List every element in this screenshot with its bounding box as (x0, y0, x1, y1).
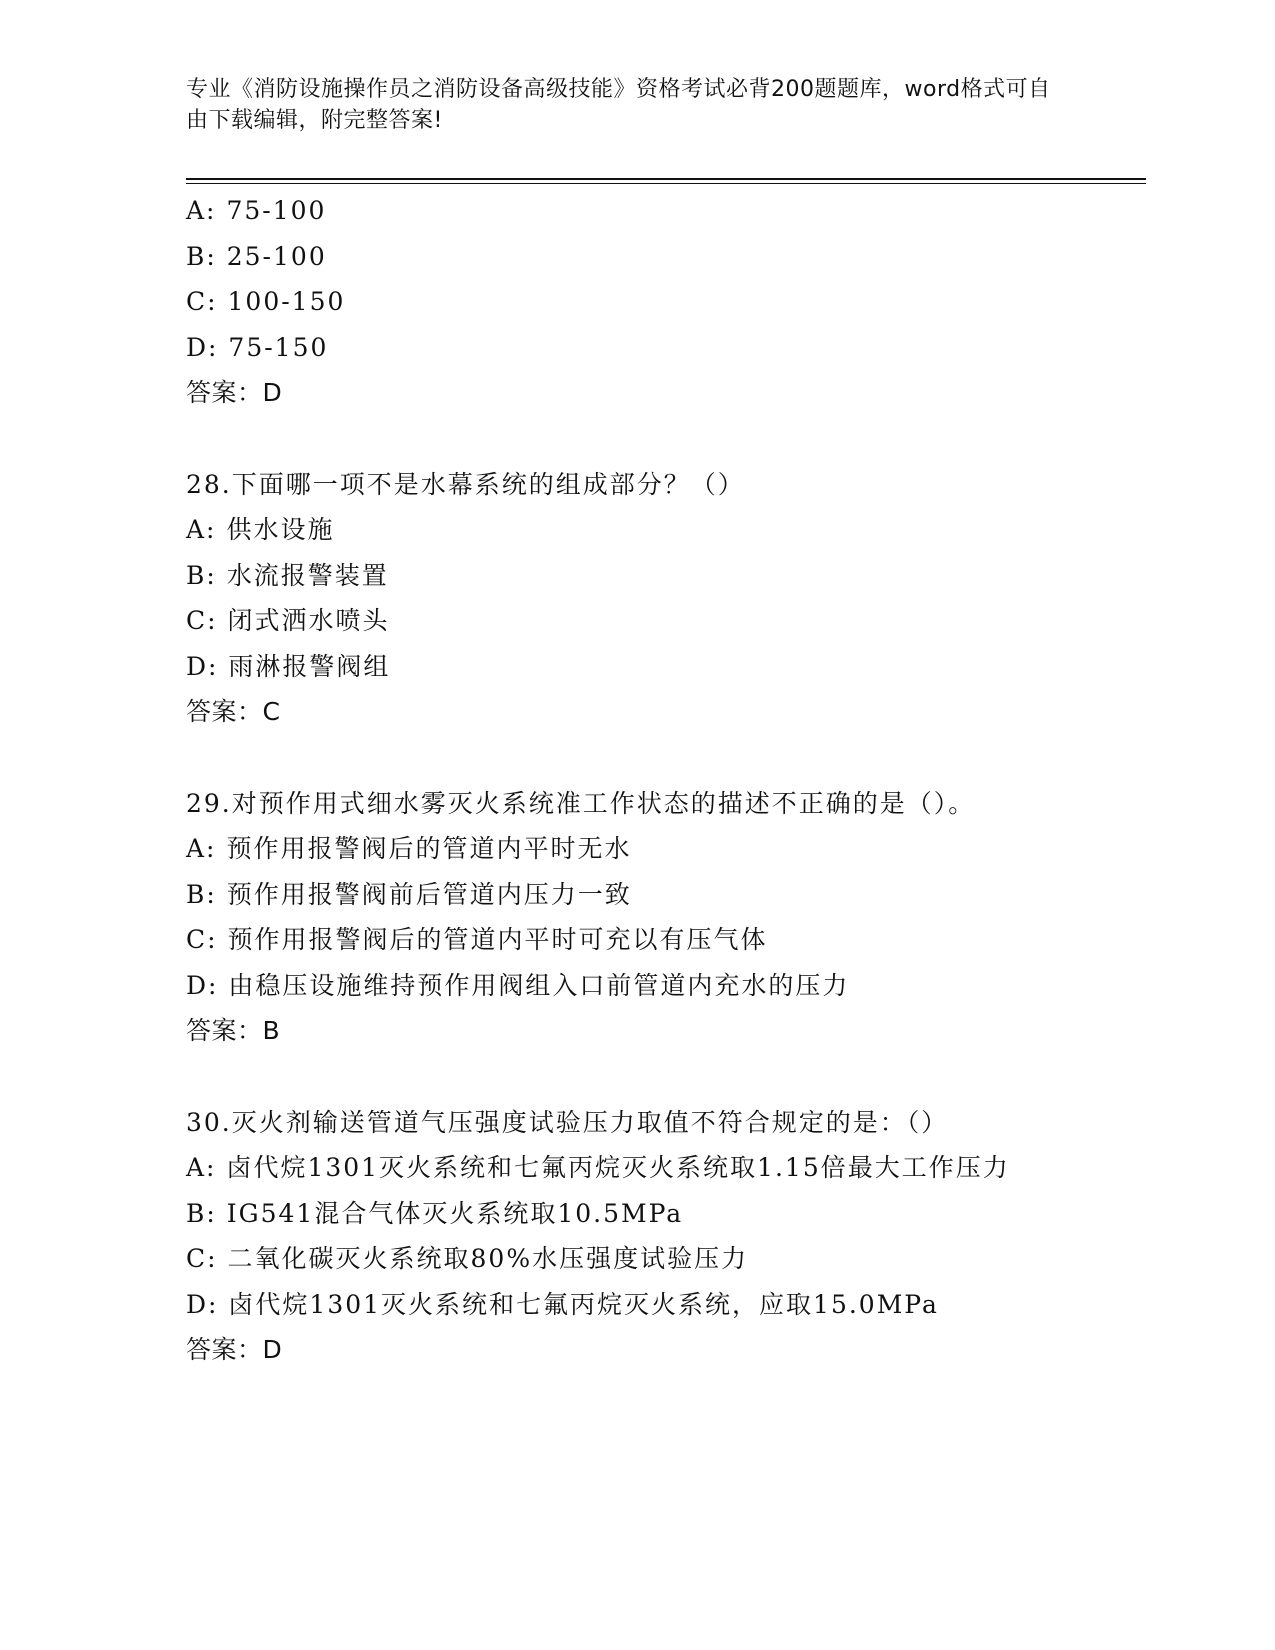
question-30 (186, 1100, 1146, 1373)
answer: 答案：D (186, 378, 283, 407)
option-c: C: 闭式洒水喷头 (186, 606, 390, 635)
header-divider-thin (186, 183, 1146, 184)
option-b: B: 预作用报警阀前后管道内压力一致 (186, 879, 632, 909)
question-stem: 29.对预作用式细水雾灭火系统准工作状态的描述不正确的是（）。 (186, 788, 976, 818)
option-b: B: 25-100 (186, 241, 327, 271)
option-c: C: 预作用报警阀后的管道内平时可充以有压气体 (186, 925, 768, 954)
option-a: A: 预作用报警阀后的管道内平时无水 (186, 834, 632, 863)
header-divider-thick (186, 178, 1146, 180)
answer: 答案：D (186, 1335, 283, 1364)
question-list (186, 188, 1146, 1373)
option-a: A: 75-100 (186, 196, 327, 225)
question-27-continuation (186, 188, 1146, 416)
option-d: D: 雨淋报警阀组 (186, 651, 391, 681)
question-29 (186, 781, 1146, 1054)
option-c: C: 二氧化碳灭火系统取80%水压强度试验压力 (186, 1244, 749, 1273)
option-d: D: 卤代烷1301灭火系统和七氟丙烷灭火系统，应取15.0MPa (186, 1289, 939, 1319)
option-b: B: 水流报警装置 (186, 560, 389, 590)
answer: 答案：B (186, 1016, 281, 1045)
option-c: C: 100-150 (186, 287, 346, 316)
document-header: 专业《消防设施操作员之消防设备高级技能》资格考试必背200题题库，word格式可自由下载编辑，附完整答案! (186, 77, 1051, 133)
option-a: A: 卤代烷1301灭火系统和七氟丙烷灭火系统取1.15倍最大工作压力 (186, 1153, 1010, 1182)
answer: 答案：C (186, 697, 281, 726)
question-stem: 28.下面哪一项不是水幕系统的组成部分？（） (186, 469, 745, 499)
option-a: A: 供水设施 (186, 515, 335, 544)
question-28 (186, 462, 1146, 735)
option-d: D: 75-150 (186, 332, 329, 362)
option-d: D: 由稳压设施维持预作用阀组入口前管道内充水的压力 (186, 970, 850, 1000)
question-stem: 30.灭火剂输送管道气压强度试验压力取值不符合规定的是：（） (186, 1107, 949, 1137)
option-b: B: IG541混合气体灭火系统取10.5MPa (186, 1198, 684, 1228)
